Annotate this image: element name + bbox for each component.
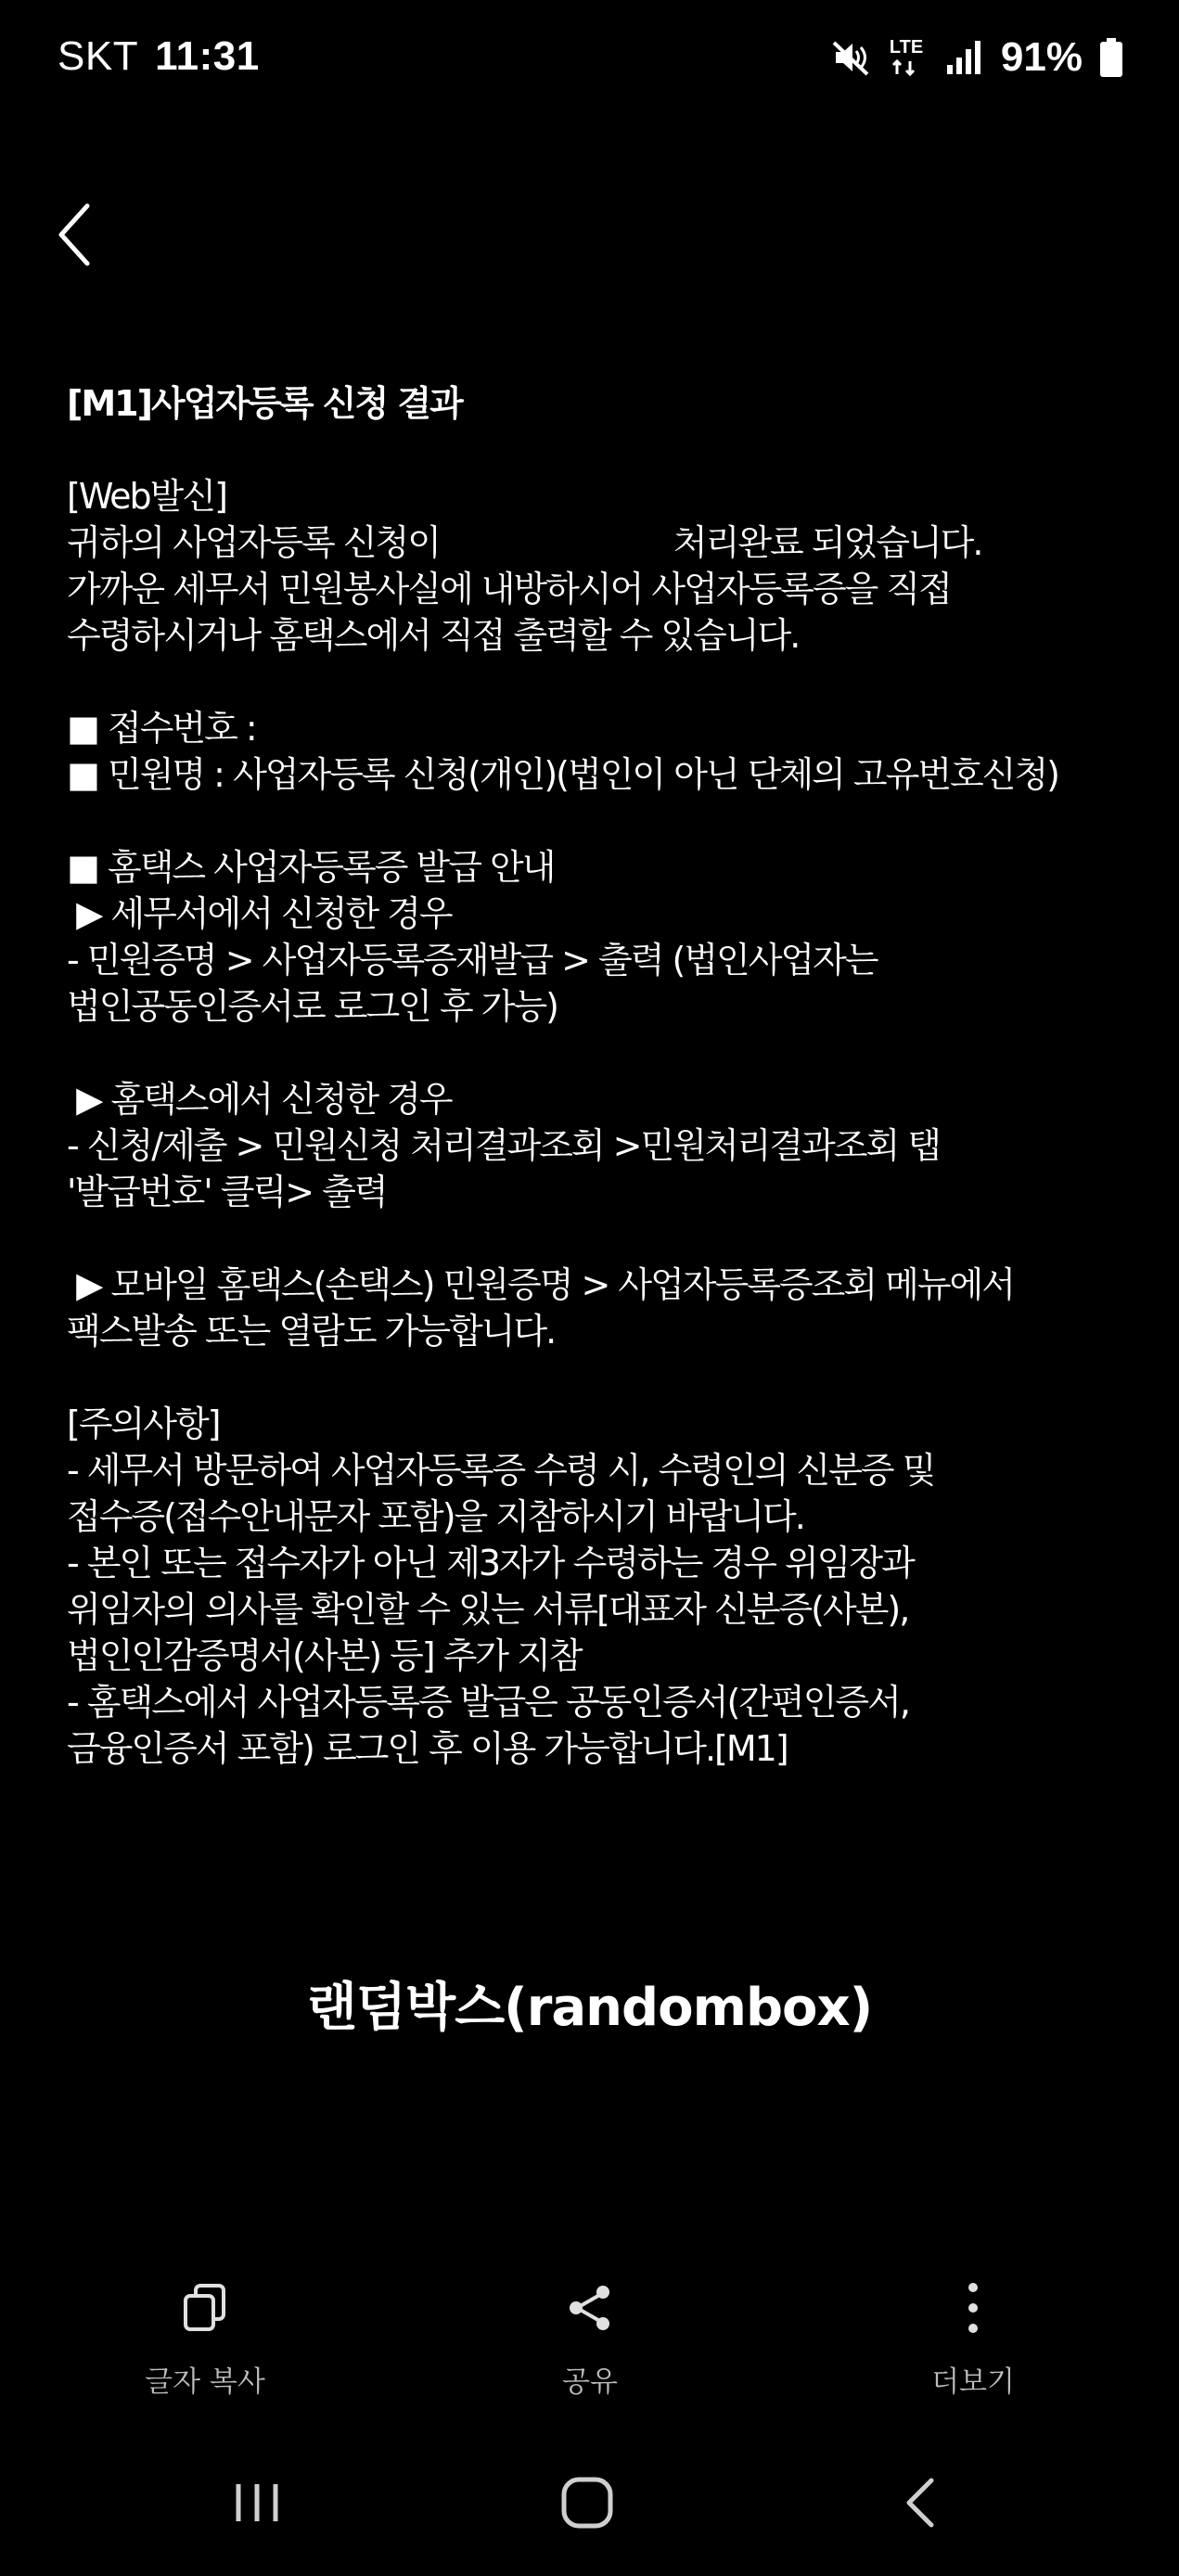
message-line: [주의사항] bbox=[67, 1403, 220, 1444]
message-line: 금융인증서 포함) 로그인 후 이용 가능합니다.[M1] bbox=[67, 1728, 788, 1769]
action-bar bbox=[0, 2273, 1179, 2430]
message-body bbox=[67, 380, 1124, 1772]
status-left bbox=[58, 33, 260, 80]
more-vertical-icon bbox=[964, 2280, 982, 2339]
battery-icon bbox=[1099, 37, 1123, 78]
message-line: '발급번호' 클릭> 출력 bbox=[67, 1172, 387, 1212]
copy-icon bbox=[181, 2282, 229, 2338]
share-label: 공유 bbox=[562, 2365, 618, 2399]
message-line: 접수증(접수안내문자 포함)을 지참하시기 바랍니다. bbox=[67, 1496, 804, 1537]
back-icon bbox=[902, 2475, 939, 2534]
copy-text-label: 글자 복사 bbox=[145, 2365, 265, 2399]
message-line: ■ 홈택스 사업자등록증 발급 안내 bbox=[67, 847, 555, 888]
message-line: - 신청/제출 > 민원신청 처리결과조회 >민원처리결과조회 탭 bbox=[67, 1125, 940, 1166]
signal-icon bbox=[945, 39, 982, 76]
message-line: 팩스발송 또는 열람도 가능합니다. bbox=[67, 1311, 556, 1352]
clock: 11:31 bbox=[155, 33, 260, 79]
more-label: 더보기 bbox=[931, 2365, 1015, 2399]
message-line bbox=[67, 1354, 1124, 1401]
back-button[interactable] bbox=[54, 195, 128, 278]
message-line: 수령하시거나 홈택스에서 직접 출력할 수 있습니다. bbox=[67, 615, 800, 656]
message-line: [Web발신] bbox=[67, 476, 226, 517]
message-line bbox=[67, 1030, 1124, 1076]
message-line: - 세무서 방문하여 사업자등록증 수령 시, 수령인의 신분증 및 bbox=[67, 1450, 935, 1491]
mute-icon bbox=[830, 37, 871, 78]
message-line: ▶ 세무서에서 신청한 경우 bbox=[67, 893, 452, 934]
home-button[interactable] bbox=[522, 2449, 652, 2560]
message-line: 법인공동인증서로 로그인 후 가능) bbox=[67, 986, 557, 1027]
battery-percent: 91% bbox=[1000, 34, 1083, 80]
share-icon bbox=[564, 2282, 616, 2338]
message-line bbox=[67, 659, 1124, 705]
carrier-label: SKT bbox=[58, 33, 139, 79]
status-right bbox=[830, 32, 1123, 83]
spacer bbox=[67, 427, 1124, 473]
navigation-bar bbox=[0, 2449, 1179, 2576]
message-line: ▶ 모바일 홈택스(손택스) 민원증명 > 사업자등록증조회 메뉴에서 bbox=[67, 1264, 1014, 1305]
message-line bbox=[67, 798, 1124, 844]
message-line: ■ 민원명 : 사업자등록 신청(개인)(법인이 아닌 단체의 고유번호신청) bbox=[67, 754, 1058, 795]
message-line bbox=[67, 1215, 1124, 1262]
message-line: ■ 접수번호 : bbox=[67, 708, 256, 749]
network-label: LTE bbox=[889, 37, 924, 58]
home-icon bbox=[559, 2475, 615, 2534]
message-line: 법인인감증명서(사본) 등] 추가 지참 bbox=[67, 1635, 582, 1676]
message-line: - 홈택스에서 사업자등록증 발급은 공동인증서(간편인증서, bbox=[67, 1682, 909, 1723]
message-line: 위임자의 의사를 확인할 수 있는 서류[대표자 신분증(사본), bbox=[67, 1589, 909, 1630]
share-button[interactable] bbox=[479, 2273, 701, 2412]
message-line: - 본인 또는 접수자가 아닌 제3자가 수령하는 경우 위임장과 bbox=[67, 1543, 914, 1583]
copy-text-button[interactable] bbox=[94, 2273, 316, 2412]
more-button[interactable] bbox=[862, 2273, 1084, 2412]
recent-apps-icon bbox=[231, 2477, 283, 2532]
nav-back-button[interactable] bbox=[855, 2449, 985, 2560]
message-title: [M1]사업자등록 신청 결과 bbox=[67, 383, 462, 424]
recent-apps-button[interactable] bbox=[192, 2449, 322, 2560]
message-line: ▶ 홈택스에서 신청한 경우 bbox=[67, 1079, 452, 1120]
lte-icon bbox=[888, 35, 929, 80]
message-line: - 민원증명 > 사업자등록증재발급 > 출력 (법인사업자는 bbox=[67, 940, 878, 980]
message-line: 가까운 세무서 민원봉사실에 내방하시어 사업자등록증을 직접 bbox=[67, 569, 951, 609]
message-line: 귀하의 사업자등록 신청이 처리완료 되었습니다. bbox=[67, 522, 982, 563]
status-bar bbox=[0, 0, 1179, 115]
watermark-text: 랜덤박스(randombox) bbox=[306, 1978, 873, 2038]
chevron-left-icon bbox=[54, 202, 95, 271]
